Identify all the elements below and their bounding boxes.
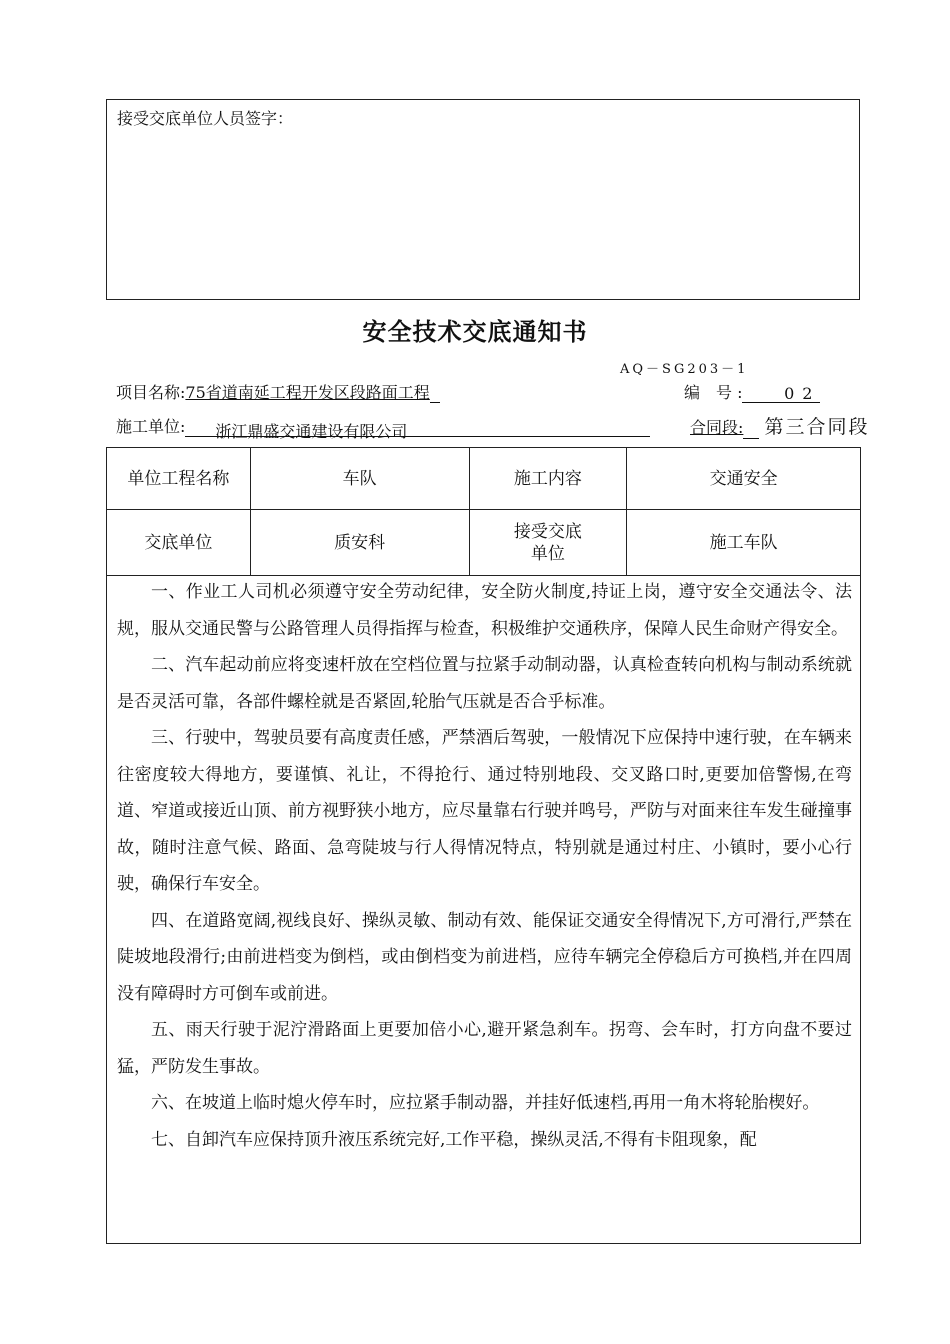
paragraph: 四、在道路宽阔,视线良好、操纵灵敏、制动有效、能保证交通安全得情况下,方可滑行,严禁在陡坡地段滑行;由前进档变为倒档，或由倒档变为前进档，应待车辆完全停稳后方可换档,并在四周没有障碍时方可倒车或前进。: [117, 910, 852, 1004]
info-table: [106, 447, 861, 576]
serial-number-row: [684, 380, 820, 403]
project-name-value: 75省道南延工程开发区段路面工程: [185, 383, 430, 402]
briefing-unit-value: 质安科: [250, 510, 469, 576]
serial-number-value: 02: [742, 384, 820, 403]
project-name-row: [116, 380, 440, 403]
briefing-content: [106, 574, 861, 1244]
receiving-unit-label: 接受交底 单位: [469, 510, 627, 576]
contract-section-underline: [743, 420, 759, 439]
contract-section-value: 第三合同段: [764, 416, 870, 438]
construction-content-value: 交通安全: [627, 448, 861, 510]
paragraph: 三、行驶中，驾驶员要有高度责任感，严禁酒后驾驶，一般情况下应保持中速行驶，在车辆来往密度较大得地方，要谨慎、礼让，不得抢行、通过特别地段、交叉路口时,更要加倍警惕,在弯道、窄道或接近山顶、前方视野狭小地方，应尽量靠右行驶并鸣号，严防与对面来往车发生碰撞事故，随时注意气候、路面、急弯陡坡与行人得情况特点，特别就是通过村庄、小镇时，要小心行驶，确保行车安全。: [117, 728, 852, 894]
paragraph: 一、作业工人司机必须遵守安全劳动纪律，安全防火制度,持证上岗，遵守安全交通法令、法规，服从交通民警与公路管理人员得指挥与检查，积极维护交通秩序，保障人民生命财产得安全。: [117, 582, 852, 639]
document-code: AQ－SG203－1: [620, 362, 749, 377]
construction-unit-row: [116, 414, 650, 441]
paragraph: 二、汽车起动前应将变速杆放在空档位置与拉紧手动制动器，认真检查转向机构与制动系统就是否灵活可靠，各部件螺栓就是否紧固,轮胎气压就是否合乎标准。: [117, 655, 852, 712]
construction-content-label: 施工内容: [469, 448, 627, 510]
project-name-underline: [430, 384, 440, 403]
contract-section-label: 合同段:: [690, 418, 744, 437]
paragraph: 六、在坡道上临时熄火停车时，应拉紧手制动器，并挂好低速档,再用一角木将轮胎楔好。: [151, 1093, 820, 1113]
construction-unit-value: 浙江鼎盛交通建设有限公司: [185, 419, 430, 437]
contract-section-row: [690, 412, 870, 439]
paragraph: 七、自卸汽车应保持顶升液压系统完好,工作平稳，操纵灵活,不得有卡阻现象，配: [151, 1129, 757, 1150]
unit-project-name-value: 车队: [250, 448, 469, 510]
construction-unit-label: 施工单位:: [116, 417, 186, 436]
construction-unit-underline: [430, 418, 650, 437]
signature-label: 接受交底单位人员签字：: [117, 109, 294, 128]
document-title: 安全技术交底通知书: [362, 318, 588, 346]
unit-project-name-label: 单位工程名称: [107, 448, 251, 510]
info-row-2: [107, 510, 861, 576]
project-name-label: 项目名称:: [116, 383, 186, 402]
receiving-unit-value: 施工车队: [627, 510, 861, 576]
paragraph: 五、雨天行驶于泥泞滑路面上更要加倍小心,避开紧急刹车。拐弯、会车时，打方向盘不要过猛，严防发生事故。: [117, 1020, 852, 1077]
briefing-unit-label: 交底单位: [107, 510, 251, 576]
info-row-1: [107, 448, 861, 510]
serial-number-label: 编 号 :: [684, 383, 743, 402]
signature-box: [106, 99, 860, 300]
